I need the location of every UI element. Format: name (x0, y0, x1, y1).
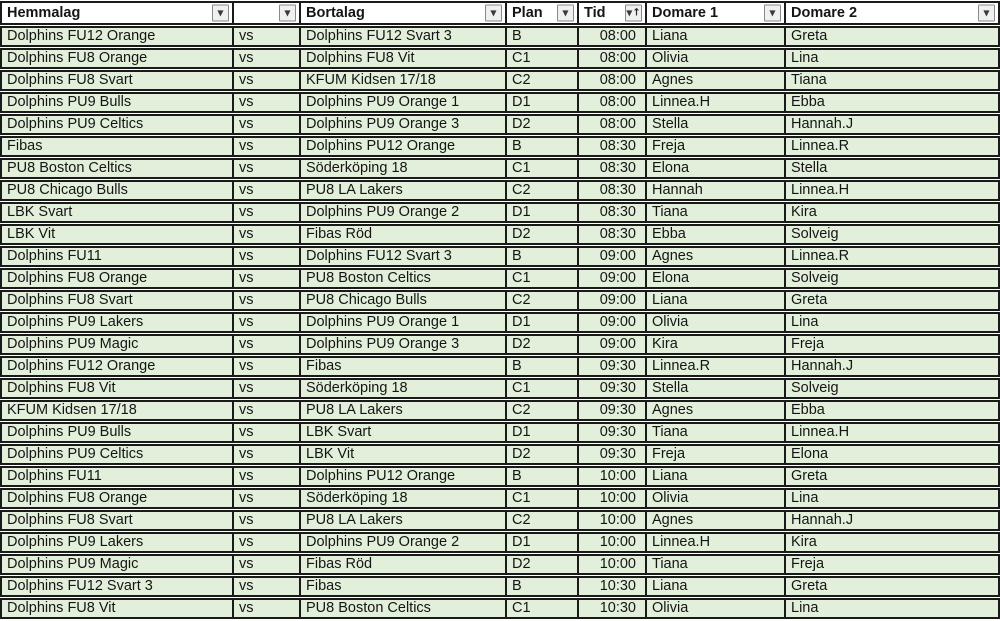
header-row (0, 1, 1000, 25)
cell-domare2[interactable]: Lina (784, 312, 1000, 333)
cell-tid[interactable]: 08:00 (577, 48, 645, 69)
cell-bortalag[interactable]: Dolphins PU9 Orange 2 (299, 532, 505, 553)
cell-plan[interactable]: B (505, 466, 577, 487)
cell-tid[interactable]: 09:00 (577, 312, 645, 333)
match-row (0, 576, 1000, 597)
cell-domare1[interactable]: Linnea.H (645, 92, 784, 113)
match-row (0, 510, 1000, 531)
match-row (0, 312, 1000, 333)
match-row (0, 290, 1000, 311)
column-header-label: Bortalag (306, 5, 365, 21)
cell-hemmalag[interactable]: Dolphins PU9 Lakers (0, 532, 232, 553)
match-row (0, 246, 1000, 267)
cell-plan[interactable]: D1 (505, 92, 577, 113)
cell-plan[interactable]: C1 (505, 268, 577, 289)
cell-domare2[interactable]: Freja (784, 554, 1000, 575)
cell-domare1[interactable]: Agnes (645, 246, 784, 267)
cell-domare2[interactable]: Ebba (784, 400, 1000, 421)
cell-domare1[interactable]: Elona (645, 268, 784, 289)
filter-dropdown-button-domare1[interactable] (764, 5, 781, 22)
cell-plan[interactable]: B (505, 246, 577, 267)
filter-dropdown-icon: ▼ (217, 8, 224, 17)
cell-tid[interactable]: 09:30 (577, 356, 645, 377)
cell-tid[interactable]: 09:30 (577, 444, 645, 465)
cell-domare2[interactable]: Greta (784, 576, 1000, 597)
cell-plan[interactable]: D2 (505, 224, 577, 245)
column-header-bortalag[interactable] (299, 1, 505, 25)
match-row (0, 224, 1000, 245)
match-row (0, 136, 1000, 157)
cell-tid[interactable]: 09:00 (577, 334, 645, 355)
cell-domare1[interactable]: Liana (645, 290, 784, 311)
cell-bortalag[interactable]: Söderköping 18 (299, 378, 505, 399)
cell-domare1[interactable]: Ebba (645, 224, 784, 245)
match-row (0, 378, 1000, 399)
cell-domare1[interactable]: Linnea.R (645, 356, 784, 377)
cell-bortalag[interactable]: Söderköping 18 (299, 488, 505, 509)
cell-plan[interactable]: C1 (505, 488, 577, 509)
cell-domare1[interactable]: Agnes (645, 400, 784, 421)
cell-hemmalag[interactable]: Dolphins FU8 Orange (0, 488, 232, 509)
cell-plan[interactable]: D1 (505, 312, 577, 333)
cell-hemmalag[interactable]: Dolphins PU9 Lakers (0, 312, 232, 333)
match-row (0, 92, 1000, 113)
cell-vs[interactable]: vs (232, 356, 299, 377)
match-row (0, 180, 1000, 201)
cell-plan[interactable]: C1 (505, 598, 577, 619)
cell-vs[interactable]: vs (232, 598, 299, 619)
cell-tid[interactable]: 09:30 (577, 400, 645, 421)
cell-domare2[interactable]: Linnea.R (784, 246, 1000, 267)
cell-hemmalag[interactable]: Dolphins FU8 Vit (0, 378, 232, 399)
column-header-vs[interactable] (232, 1, 299, 25)
match-row (0, 422, 1000, 443)
cell-bortalag[interactable]: Fibas Röd (299, 554, 505, 575)
cell-tid[interactable]: 10:00 (577, 466, 645, 487)
column-header-domare2[interactable] (784, 1, 1000, 25)
match-row (0, 70, 1000, 91)
cell-tid[interactable]: 09:30 (577, 422, 645, 443)
cell-tid[interactable]: 09:30 (577, 378, 645, 399)
filter-dropdown-icon: ▼ (562, 8, 569, 17)
cell-bortalag[interactable]: Dolphins PU9 Orange 1 (299, 92, 505, 113)
cell-domare1[interactable]: Olivia (645, 488, 784, 509)
cell-vs[interactable]: vs (232, 268, 299, 289)
cell-bortalag[interactable]: Dolphins PU12 Orange (299, 466, 505, 487)
cell-tid[interactable]: 10:30 (577, 598, 645, 619)
match-row (0, 554, 1000, 575)
sort-ascending-icon: ↑ (632, 7, 641, 18)
column-header-domare1[interactable] (645, 1, 784, 25)
cell-plan[interactable]: C1 (505, 48, 577, 69)
cell-domare1[interactable]: Tiana (645, 554, 784, 575)
cell-plan[interactable]: B (505, 576, 577, 597)
cell-vs[interactable]: vs (232, 488, 299, 509)
cell-vs[interactable]: vs (232, 290, 299, 311)
cell-bortalag[interactable]: PU8 LA Lakers (299, 510, 505, 531)
filter-dropdown-button-domare2[interactable] (978, 5, 995, 22)
cell-plan[interactable]: C2 (505, 70, 577, 91)
cell-tid[interactable]: 08:00 (577, 70, 645, 91)
cell-vs[interactable]: vs (232, 202, 299, 223)
cell-domare2[interactable]: Lina (784, 48, 1000, 69)
cell-hemmalag[interactable]: Dolphins FU8 Vit (0, 598, 232, 619)
cell-bortalag[interactable]: Dolphins PU12 Orange (299, 136, 505, 157)
cell-plan[interactable]: C2 (505, 180, 577, 201)
cell-bortalag[interactable]: Dolphins PU9 Orange 3 (299, 114, 505, 135)
cell-domare2[interactable]: Ebba (784, 92, 1000, 113)
cell-plan[interactable]: C1 (505, 158, 577, 179)
cell-bortalag[interactable]: PU8 Boston Celtics (299, 598, 505, 619)
cell-tid[interactable]: 08:00 (577, 26, 645, 47)
cell-domare2[interactable]: Solveig (784, 268, 1000, 289)
cell-domare2[interactable]: Solveig (784, 378, 1000, 399)
match-row (0, 48, 1000, 69)
cell-plan[interactable]: B (505, 26, 577, 47)
filter-dropdown-button-bortalag[interactable] (485, 5, 502, 22)
column-header-label: Tid (584, 5, 606, 21)
cell-domare2[interactable]: Kira (784, 202, 1000, 223)
cell-vs[interactable]: vs (232, 114, 299, 135)
cell-vs[interactable]: vs (232, 466, 299, 487)
cell-hemmalag[interactable]: Dolphins FU8 Orange (0, 268, 232, 289)
cell-hemmalag[interactable]: Dolphins FU8 Svart (0, 290, 232, 311)
cell-domare1[interactable]: Tiana (645, 202, 784, 223)
cell-vs[interactable]: vs (232, 554, 299, 575)
cell-hemmalag[interactable]: Dolphins FU12 Orange (0, 356, 232, 377)
cell-tid[interactable]: 10:00 (577, 554, 645, 575)
cell-hemmalag[interactable]: KFUM Kidsen 17/18 (0, 400, 232, 421)
cell-vs[interactable]: vs (232, 26, 299, 47)
filter-dropdown-button-plan[interactable] (557, 5, 574, 22)
cell-hemmalag[interactable]: Dolphins PU9 Bulls (0, 422, 232, 443)
cell-tid[interactable]: 08:00 (577, 114, 645, 135)
cell-vs[interactable]: vs (232, 532, 299, 553)
cell-domare2[interactable]: Linnea.H (784, 422, 1000, 443)
cell-hemmalag[interactable]: Dolphins FU11 (0, 466, 232, 487)
cell-hemmalag[interactable]: Dolphins FU8 Svart (0, 510, 232, 531)
cell-tid[interactable]: 10:30 (577, 576, 645, 597)
cell-hemmalag[interactable]: PU8 Boston Celtics (0, 158, 232, 179)
filter-dropdown-icon: ▼ (490, 8, 497, 17)
cell-domare2[interactable]: Greta (784, 290, 1000, 311)
cell-plan[interactable]: C2 (505, 290, 577, 311)
cell-plan[interactable]: D2 (505, 334, 577, 355)
cell-domare1[interactable]: Liana (645, 26, 784, 47)
cell-bortalag[interactable]: Fibas (299, 576, 505, 597)
cell-domare2[interactable]: Elona (784, 444, 1000, 465)
cell-domare2[interactable]: Stella (784, 158, 1000, 179)
cell-domare1[interactable]: Liana (645, 466, 784, 487)
cell-plan[interactable]: D1 (505, 532, 577, 553)
cell-domare2[interactable]: Greta (784, 466, 1000, 487)
column-header-hemmalag[interactable] (0, 1, 232, 25)
cell-bortalag[interactable]: Fibas (299, 356, 505, 377)
match-row (0, 466, 1000, 487)
cell-domare1[interactable]: Freja (645, 136, 784, 157)
cell-domare2[interactable]: Linnea.H (784, 180, 1000, 201)
match-row (0, 158, 1000, 179)
cell-bortalag[interactable]: KFUM Kidsen 17/18 (299, 70, 505, 91)
cell-vs[interactable]: vs (232, 224, 299, 245)
cell-bortalag[interactable]: Dolphins PU9 Orange 2 (299, 202, 505, 223)
cell-bortalag[interactable]: Dolphins FU8 Vit (299, 48, 505, 69)
cell-domare2[interactable]: Lina (784, 488, 1000, 509)
cell-vs[interactable]: vs (232, 334, 299, 355)
cell-domare2[interactable]: Kira (784, 532, 1000, 553)
cell-vs[interactable]: vs (232, 422, 299, 443)
cell-bortalag[interactable]: Söderköping 18 (299, 158, 505, 179)
cell-domare1[interactable]: Tiana (645, 422, 784, 443)
cell-bortalag[interactable]: Fibas Röd (299, 224, 505, 245)
match-row (0, 26, 1000, 47)
cell-bortalag[interactable]: Dolphins FU12 Svart 3 (299, 26, 505, 47)
column-header-label: Domare 1 (652, 5, 719, 21)
column-header-label: Hemmalag (7, 5, 81, 21)
cell-vs[interactable]: vs (232, 444, 299, 465)
cell-bortalag[interactable]: PU8 LA Lakers (299, 400, 505, 421)
match-row (0, 268, 1000, 289)
cell-bortalag[interactable]: LBK Vit (299, 444, 505, 465)
match-row (0, 114, 1000, 135)
cell-vs[interactable]: vs (232, 158, 299, 179)
cell-vs[interactable]: vs (232, 48, 299, 69)
filter-dropdown-icon: ▼ (983, 8, 990, 17)
cell-tid[interactable]: 10:00 (577, 532, 645, 553)
cell-vs[interactable]: vs (232, 576, 299, 597)
cell-domare2[interactable]: Hannah.J (784, 114, 1000, 135)
cell-hemmalag[interactable]: Dolphins PU9 Celtics (0, 114, 232, 135)
cell-vs[interactable]: vs (232, 136, 299, 157)
cell-domare2[interactable]: Hannah.J (784, 356, 1000, 377)
column-header-tid[interactable] (577, 1, 645, 25)
cell-domare2[interactable]: Freja (784, 334, 1000, 355)
cell-bortalag[interactable]: Dolphins FU12 Svart 3 (299, 246, 505, 267)
cell-domare1[interactable]: Olivia (645, 48, 784, 69)
cell-tid[interactable]: 09:00 (577, 246, 645, 267)
cell-tid[interactable]: 10:00 (577, 488, 645, 509)
cell-hemmalag[interactable]: Dolphins FU8 Orange (0, 48, 232, 69)
cell-domare1[interactable]: Elona (645, 158, 784, 179)
cell-tid[interactable]: 08:30 (577, 180, 645, 201)
cell-domare1[interactable]: Agnes (645, 510, 784, 531)
cell-vs[interactable]: vs (232, 312, 299, 333)
cell-plan[interactable]: C2 (505, 400, 577, 421)
match-row (0, 532, 1000, 553)
cell-vs[interactable]: vs (232, 246, 299, 267)
match-row (0, 356, 1000, 377)
cell-hemmalag[interactable]: Dolphins PU9 Bulls (0, 92, 232, 113)
cell-domare2[interactable]: Greta (784, 26, 1000, 47)
cell-tid[interactable]: 08:00 (577, 92, 645, 113)
cell-hemmalag[interactable]: LBK Vit (0, 224, 232, 245)
cell-bortalag[interactable]: LBK Svart (299, 422, 505, 443)
cell-domare1[interactable]: Olivia (645, 598, 784, 619)
cell-domare1[interactable]: Hannah (645, 180, 784, 201)
cell-hemmalag[interactable]: Dolphins FU11 (0, 246, 232, 267)
cell-hemmalag[interactable]: PU8 Chicago Bulls (0, 180, 232, 201)
cell-tid[interactable]: 08:30 (577, 158, 645, 179)
cell-plan[interactable]: C2 (505, 510, 577, 531)
filter-dropdown-icon: ▼ (284, 8, 291, 17)
cell-domare1[interactable]: Stella (645, 378, 784, 399)
filter-dropdown-icon: ▼ (769, 8, 776, 17)
cell-tid[interactable]: 08:30 (577, 224, 645, 245)
match-row (0, 598, 1000, 619)
cell-bortalag[interactable]: PU8 LA Lakers (299, 180, 505, 201)
cell-tid[interactable]: 09:00 (577, 290, 645, 311)
cell-domare1[interactable]: Kira (645, 334, 784, 355)
cell-hemmalag[interactable]: Dolphins FU12 Orange (0, 26, 232, 47)
cell-domare1[interactable]: Agnes (645, 70, 784, 91)
cell-domare1[interactable]: Stella (645, 114, 784, 135)
cell-hemmalag[interactable]: Dolphins PU9 Celtics (0, 444, 232, 465)
cell-plan[interactable]: C1 (505, 378, 577, 399)
cell-plan[interactable]: D1 (505, 202, 577, 223)
cell-tid[interactable]: 09:00 (577, 268, 645, 289)
cell-hemmalag[interactable]: Fibas (0, 136, 232, 157)
cell-vs[interactable]: vs (232, 70, 299, 91)
cell-domare1[interactable]: Linnea.H (645, 532, 784, 553)
cell-vs[interactable]: vs (232, 378, 299, 399)
cell-hemmalag[interactable]: Dolphins PU9 Magic (0, 554, 232, 575)
schedule-body (0, 26, 1000, 619)
cell-domare1[interactable]: Olivia (645, 312, 784, 333)
match-row (0, 202, 1000, 223)
cell-domare2[interactable]: Lina (784, 598, 1000, 619)
cell-plan[interactable]: B (505, 356, 577, 377)
cell-bortalag[interactable]: PU8 Chicago Bulls (299, 290, 505, 311)
column-header-label: Domare 2 (791, 5, 858, 21)
cell-plan[interactable]: D2 (505, 554, 577, 575)
cell-tid[interactable]: 10:00 (577, 510, 645, 531)
cell-vs[interactable]: vs (232, 510, 299, 531)
cell-plan[interactable]: D1 (505, 422, 577, 443)
match-row (0, 444, 1000, 465)
cell-hemmalag[interactable]: Dolphins FU8 Svart (0, 70, 232, 91)
cell-domare2[interactable]: Solveig (784, 224, 1000, 245)
cell-plan[interactable]: D2 (505, 444, 577, 465)
cell-plan[interactable]: D2 (505, 114, 577, 135)
cell-domare1[interactable]: Freja (645, 444, 784, 465)
cell-plan[interactable]: B (505, 136, 577, 157)
cell-hemmalag[interactable]: Dolphins PU9 Magic (0, 334, 232, 355)
cell-domare2[interactable]: Linnea.R (784, 136, 1000, 157)
filter-dropdown-button-vs[interactable] (279, 5, 296, 22)
filter-dropdown-icon: ▼ (626, 8, 633, 17)
cell-hemmalag[interactable]: LBK Svart (0, 202, 232, 223)
cell-domare2[interactable]: Tiana (784, 70, 1000, 91)
column-header-label: Plan (512, 5, 543, 21)
filter-dropdown-sorted-button-tid[interactable] (625, 5, 642, 22)
cell-tid[interactable]: 08:30 (577, 202, 645, 223)
cell-domare1[interactable]: Liana (645, 576, 784, 597)
cell-bortalag[interactable]: Dolphins PU9 Orange 3 (299, 334, 505, 355)
cell-tid[interactable]: 08:30 (577, 136, 645, 157)
cell-bortalag[interactable]: PU8 Boston Celtics (299, 268, 505, 289)
cell-vs[interactable]: vs (232, 92, 299, 113)
cell-domare2[interactable]: Hannah.J (784, 510, 1000, 531)
cell-vs[interactable]: vs (232, 180, 299, 201)
match-row (0, 400, 1000, 421)
column-header-plan[interactable] (505, 1, 577, 25)
match-row (0, 334, 1000, 355)
cell-hemmalag[interactable]: Dolphins FU12 Svart 3 (0, 576, 232, 597)
filter-dropdown-button-hemmalag[interactable] (212, 5, 229, 22)
cell-bortalag[interactable]: Dolphins PU9 Orange 1 (299, 312, 505, 333)
cell-vs[interactable]: vs (232, 400, 299, 421)
match-row (0, 488, 1000, 509)
